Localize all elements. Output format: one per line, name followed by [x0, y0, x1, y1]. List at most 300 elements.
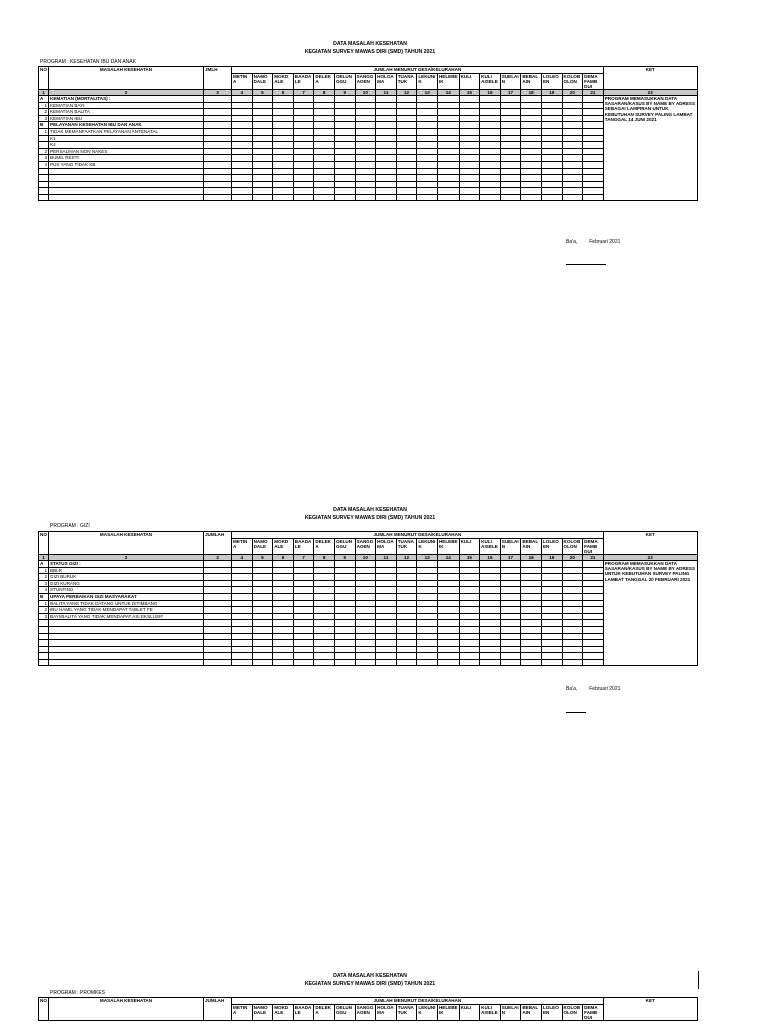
village-value-cell — [376, 567, 397, 574]
village-value-cell — [500, 115, 521, 122]
village-value-cell — [500, 168, 521, 175]
village-value-cell — [314, 567, 335, 574]
village-value-cell — [334, 626, 355, 633]
village-value-cell — [252, 128, 273, 135]
village-value-cell — [232, 161, 253, 168]
village-value-cell — [273, 175, 294, 182]
village-value-cell — [500, 148, 521, 155]
village-value-cell — [480, 574, 501, 581]
village-value-cell — [459, 620, 480, 627]
village-value-cell — [273, 95, 294, 102]
village-value-cell — [417, 175, 438, 182]
row-label — [49, 181, 204, 188]
village-value-cell — [437, 128, 459, 135]
village-value-cell — [252, 659, 273, 666]
village-value-cell — [500, 109, 521, 116]
village-value-cell — [232, 633, 253, 640]
jumlah-cell — [204, 653, 232, 660]
village-value-cell — [541, 148, 562, 155]
column-index: 6 — [273, 554, 294, 560]
village-value-cell — [459, 613, 480, 620]
signature-date: Februari 2021 — [589, 239, 621, 245]
village-value-cell — [417, 659, 438, 666]
village-value-cell — [562, 659, 583, 666]
village-value-cell — [417, 135, 438, 142]
village-value-cell — [417, 646, 438, 653]
table-row — [39, 102, 698, 109]
village-value-cell — [480, 567, 501, 574]
village-value-cell — [459, 115, 480, 122]
village-value-cell — [273, 593, 294, 600]
row-label — [49, 653, 204, 660]
table-row — [39, 574, 698, 581]
village-value-cell — [232, 659, 253, 666]
village-value-cell — [541, 188, 562, 195]
village-value-cell — [459, 168, 480, 175]
village-value-cell — [541, 593, 562, 600]
village-value-cell — [521, 128, 542, 135]
header-village: NAMO DALE — [252, 73, 273, 89]
village-value-cell — [252, 135, 273, 142]
village-value-cell — [293, 128, 314, 135]
village-value-cell — [232, 574, 253, 581]
village-value-cell — [273, 600, 294, 607]
row-label: STATUS GIZI : — [49, 560, 204, 567]
village-value-cell — [355, 587, 376, 594]
village-value-cell — [437, 109, 459, 116]
signature-place: Ba'a, — [566, 686, 578, 692]
village-value-cell — [355, 567, 376, 574]
village-value-cell — [252, 142, 273, 149]
village-value-cell — [417, 653, 438, 660]
table-row — [39, 128, 698, 135]
row-label — [49, 626, 204, 633]
header-village: HOLOA MA — [376, 73, 397, 89]
village-value-cell — [334, 181, 355, 188]
village-value-cell — [273, 135, 294, 142]
village-value-cell — [562, 640, 583, 647]
row-label: GIZI KURANG — [49, 580, 204, 587]
village-value-cell — [396, 646, 417, 653]
row-no — [39, 653, 49, 660]
village-value-cell — [521, 587, 542, 594]
column-index: 10 — [355, 554, 376, 560]
village-value-cell — [376, 659, 397, 666]
village-value-cell — [355, 653, 376, 660]
village-value-cell — [521, 626, 542, 633]
village-value-cell — [314, 659, 335, 666]
column-index: 17 — [500, 89, 521, 95]
village-value-cell — [521, 168, 542, 175]
village-value-cell — [521, 613, 542, 620]
village-value-cell — [480, 122, 501, 129]
village-value-cell — [541, 122, 562, 129]
village-value-cell — [396, 607, 417, 614]
village-value-cell — [232, 128, 253, 135]
village-value-cell — [396, 194, 417, 201]
village-value-cell — [480, 188, 501, 195]
village-value-cell — [521, 161, 542, 168]
header-village: MOKD ALE — [273, 73, 294, 89]
village-value-cell — [583, 95, 604, 102]
document-title: DATA MASALAH KESEHATAN — [333, 41, 407, 47]
row-label — [49, 640, 204, 647]
village-value-cell — [355, 155, 376, 162]
village-value-cell — [562, 607, 583, 614]
village-value-cell — [376, 560, 397, 567]
village-value-cell — [583, 181, 604, 188]
village-value-cell — [314, 155, 335, 162]
village-value-cell — [500, 626, 521, 633]
village-value-cell — [293, 188, 314, 195]
table-row — [39, 175, 698, 182]
village-value-cell — [417, 115, 438, 122]
village-value-cell — [355, 135, 376, 142]
village-value-cell — [437, 567, 459, 574]
village-value-cell — [273, 109, 294, 116]
village-value-cell — [293, 653, 314, 660]
row-label — [49, 633, 204, 640]
row-label: BBLR — [49, 567, 204, 574]
table-row — [39, 95, 698, 102]
village-value-cell — [273, 659, 294, 666]
header-village: LEKUNI K — [417, 538, 438, 554]
village-value-cell — [417, 593, 438, 600]
header-village: HOLOA MA — [376, 1004, 397, 1020]
village-value-cell — [541, 109, 562, 116]
village-value-cell — [437, 646, 459, 653]
village-value-cell — [480, 168, 501, 175]
village-value-cell — [437, 175, 459, 182]
village-value-cell — [583, 574, 604, 581]
header-ket: KET — [603, 67, 697, 90]
village-value-cell — [521, 95, 542, 102]
village-value-cell — [396, 175, 417, 182]
village-value-cell — [252, 122, 273, 129]
village-value-cell — [521, 659, 542, 666]
village-value-cell — [334, 620, 355, 627]
village-value-cell — [355, 620, 376, 627]
village-value-cell — [273, 102, 294, 109]
village-value-cell — [293, 593, 314, 600]
village-value-cell — [273, 620, 294, 627]
village-value-cell — [273, 161, 294, 168]
village-value-cell — [541, 574, 562, 581]
village-value-cell — [314, 109, 335, 116]
jumlah-cell — [204, 155, 232, 162]
table-row — [39, 567, 698, 574]
village-value-cell — [437, 148, 459, 155]
village-value-cell — [459, 122, 480, 129]
village-value-cell — [252, 646, 273, 653]
village-value-cell — [541, 587, 562, 594]
village-value-cell — [459, 148, 480, 155]
village-value-cell — [273, 181, 294, 188]
column-index: 12 — [396, 554, 417, 560]
village-value-cell — [355, 640, 376, 647]
jumlah-cell — [204, 600, 232, 607]
header-village: METIN A — [232, 1004, 253, 1020]
village-value-cell — [480, 640, 501, 647]
table-row — [39, 560, 698, 567]
village-value-cell — [293, 175, 314, 182]
village-value-cell — [252, 607, 273, 614]
village-value-cell — [376, 587, 397, 594]
row-label: TIDAK MEMANFAATKAN PELAYANAN ANTENATAL — [49, 128, 204, 135]
column-index: 8 — [314, 554, 335, 560]
village-value-cell — [480, 593, 501, 600]
village-value-cell — [480, 620, 501, 627]
jumlah-cell — [204, 122, 232, 129]
row-label: KEMATIAN BALITA — [49, 109, 204, 116]
header-desa-group: JUMLAH MENURUT DESA/KELURAHAN — [232, 998, 604, 1005]
village-value-cell — [232, 607, 253, 614]
village-value-cell — [355, 580, 376, 587]
village-value-cell — [273, 142, 294, 149]
village-value-cell — [314, 640, 335, 647]
column-index: 15 — [459, 89, 480, 95]
table-row — [39, 640, 698, 647]
header-village: MOKD ALE — [273, 538, 294, 554]
table-row — [39, 620, 698, 627]
village-value-cell — [355, 168, 376, 175]
village-value-cell — [334, 109, 355, 116]
village-value-cell — [437, 188, 459, 195]
village-value-cell — [500, 155, 521, 162]
village-value-cell — [417, 194, 438, 201]
village-value-cell — [480, 646, 501, 653]
village-value-cell — [562, 155, 583, 162]
row-no — [39, 646, 49, 653]
village-value-cell — [293, 109, 314, 116]
village-value-cell — [500, 128, 521, 135]
column-index: 1 — [39, 554, 49, 560]
village-value-cell — [314, 633, 335, 640]
header-village: SANGG AOEN — [355, 1004, 376, 1020]
village-value-cell — [252, 148, 273, 155]
header-village: SUELAI N — [500, 538, 521, 554]
village-value-cell — [417, 102, 438, 109]
village-value-cell — [521, 580, 542, 587]
village-value-cell — [480, 128, 501, 135]
village-value-cell — [583, 155, 604, 162]
village-value-cell — [232, 194, 253, 201]
jumlah-cell — [204, 188, 232, 195]
village-value-cell — [232, 646, 253, 653]
row-no: 4 — [39, 161, 49, 168]
jumlah-cell — [204, 593, 232, 600]
village-value-cell — [334, 168, 355, 175]
table-row — [39, 115, 698, 122]
column-index: 12 — [396, 89, 417, 95]
village-value-cell — [521, 175, 542, 182]
header-masalah: MASALAH KESEHATAN — [49, 532, 204, 555]
village-value-cell — [437, 626, 459, 633]
table-row — [39, 659, 698, 666]
table-row — [39, 122, 698, 129]
village-value-cell — [459, 188, 480, 195]
column-index: 22 — [603, 89, 697, 95]
village-value-cell — [376, 574, 397, 581]
header-desa-group: JUMLAH MENURUT DESA/KELURAHAN — [232, 532, 604, 539]
village-value-cell — [314, 188, 335, 195]
village-value-cell — [521, 155, 542, 162]
village-value-cell — [500, 587, 521, 594]
column-index: 18 — [521, 554, 542, 560]
column-index: 9 — [334, 554, 355, 560]
header-village: TUANA TUK — [396, 73, 417, 89]
village-value-cell — [480, 175, 501, 182]
village-value-cell — [396, 633, 417, 640]
village-value-cell — [252, 115, 273, 122]
village-value-cell — [314, 607, 335, 614]
row-no — [39, 181, 49, 188]
row-no: 1 — [39, 128, 49, 135]
header-village: LEKUNI K — [417, 1004, 438, 1020]
village-value-cell — [355, 175, 376, 182]
village-value-cell — [562, 135, 583, 142]
village-value-cell — [252, 640, 273, 647]
signature-date: Februari 2021 — [589, 686, 621, 692]
village-value-cell — [293, 122, 314, 129]
village-value-cell — [314, 593, 335, 600]
column-index: 22 — [603, 554, 697, 560]
row-no — [39, 626, 49, 633]
village-value-cell — [562, 168, 583, 175]
table-row — [39, 109, 698, 116]
row-no: 4 — [39, 587, 49, 594]
village-value-cell — [541, 102, 562, 109]
header-village: BAADA LE — [293, 538, 314, 554]
village-value-cell — [355, 128, 376, 135]
header-row — [39, 998, 698, 1005]
column-index: 20 — [562, 89, 583, 95]
village-value-cell — [480, 135, 501, 142]
village-value-cell — [541, 142, 562, 149]
health-problem-table — [38, 997, 698, 1021]
document-subtitle: KEGIATAN SURVEY MAWAS DIRI (SMD) TAHUN 2021 — [304, 515, 436, 521]
village-value-cell — [417, 161, 438, 168]
village-value-cell — [252, 567, 273, 574]
village-value-cell — [355, 148, 376, 155]
village-value-cell — [252, 626, 273, 633]
village-value-cell — [500, 175, 521, 182]
village-value-cell — [232, 135, 253, 142]
village-value-cell — [273, 580, 294, 587]
village-value-cell — [437, 587, 459, 594]
village-value-cell — [480, 587, 501, 594]
header-village: TUANA TUK — [396, 1004, 417, 1020]
village-value-cell — [583, 148, 604, 155]
village-value-cell — [355, 161, 376, 168]
village-value-cell — [459, 102, 480, 109]
village-value-cell — [396, 181, 417, 188]
village-value-cell — [437, 181, 459, 188]
column-index: 3 — [204, 554, 232, 560]
village-value-cell — [562, 109, 583, 116]
jumlah-cell — [204, 659, 232, 666]
row-no — [39, 142, 49, 149]
header-village: BEBAL AIN — [521, 73, 542, 89]
village-value-cell — [500, 620, 521, 627]
header-village: SUELAI N — [500, 73, 521, 89]
village-value-cell — [480, 560, 501, 567]
village-value-cell — [437, 633, 459, 640]
village-value-cell — [480, 181, 501, 188]
row-label: BUMIL RESTI — [49, 155, 204, 162]
row-no: A — [39, 95, 49, 102]
village-value-cell — [376, 653, 397, 660]
header-village: BAADA LE — [293, 73, 314, 89]
jumlah-cell — [204, 587, 232, 594]
village-value-cell — [376, 135, 397, 142]
village-value-cell — [562, 646, 583, 653]
village-value-cell — [437, 574, 459, 581]
village-value-cell — [562, 567, 583, 574]
village-value-cell — [459, 194, 480, 201]
village-value-cell — [376, 175, 397, 182]
village-value-cell — [562, 102, 583, 109]
village-value-cell — [252, 633, 273, 640]
village-value-cell — [437, 560, 459, 567]
village-value-cell — [355, 102, 376, 109]
village-value-cell — [562, 181, 583, 188]
village-value-cell — [314, 560, 335, 567]
village-value-cell — [376, 640, 397, 647]
village-value-cell — [437, 168, 459, 175]
village-value-cell — [417, 560, 438, 567]
village-value-cell — [376, 633, 397, 640]
row-label: BALITA YANG TIDAK DATANG UNTUK DITIMBANG — [49, 600, 204, 607]
village-value-cell — [355, 95, 376, 102]
row-label: BAYI/BALITA YANG TIDAK MENDAPAT ASI EKSLUSIF — [49, 613, 204, 620]
village-value-cell — [396, 161, 417, 168]
village-value-cell — [396, 148, 417, 155]
village-value-cell — [583, 175, 604, 182]
jumlah-cell — [204, 168, 232, 175]
column-index: 1 — [39, 89, 49, 95]
village-value-cell — [293, 194, 314, 201]
village-value-cell — [376, 194, 397, 201]
village-value-cell — [252, 580, 273, 587]
column-index: 19 — [541, 554, 562, 560]
header-desa-group: JUMLAH MENURUT DESA/KELURAHAN — [232, 67, 604, 74]
row-label — [49, 175, 204, 182]
village-value-cell — [293, 587, 314, 594]
village-value-cell — [521, 620, 542, 627]
village-value-cell — [293, 181, 314, 188]
column-index: 8 — [314, 89, 335, 95]
row-label: IBU HAMIL YANG TIDAK MENDAPAT TABLET FE — [49, 607, 204, 614]
village-value-cell — [437, 161, 459, 168]
village-value-cell — [355, 560, 376, 567]
village-value-cell — [480, 95, 501, 102]
village-value-cell — [252, 161, 273, 168]
village-value-cell — [583, 587, 604, 594]
village-value-cell — [500, 142, 521, 149]
village-value-cell — [252, 620, 273, 627]
village-value-cell — [562, 613, 583, 620]
header-village: KULI AISELE — [480, 1004, 501, 1020]
jumlah-cell — [204, 567, 232, 574]
village-value-cell — [314, 95, 335, 102]
row-label: K4 — [49, 142, 204, 149]
village-value-cell — [273, 194, 294, 201]
village-value-cell — [459, 600, 480, 607]
village-value-cell — [396, 659, 417, 666]
row-label: UPAYA PERBAIKAN GIZI MASYARAKAT — [49, 593, 204, 600]
village-value-cell — [334, 115, 355, 122]
